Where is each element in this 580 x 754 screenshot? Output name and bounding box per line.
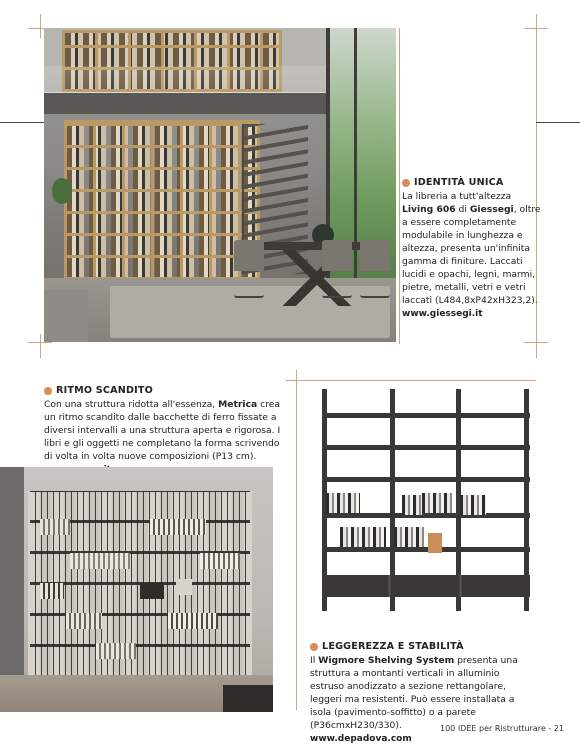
product-name: Metrica [218,399,258,410]
plant [52,178,72,204]
books [326,493,360,513]
bullet-dot-icon [310,643,318,651]
vertical-rule [296,380,297,710]
body-text: Con una struttura ridotta all'essenza, Metrica crea un ritmo scandito dalle bacchette di ferro fissate a diversi intervalli a una struttura aperta e rigorosa. I libri e gli oggetti ne completano la forma scrivendo di volta in volta nuove composizioni (P13 cm). [44,399,281,462]
shelf [322,547,530,552]
website-link[interactable]: www.depadova.com [310,734,412,744]
section-heading [402,176,542,189]
divider-line [536,122,580,123]
chair [322,240,352,298]
article-ritmo-scandito [44,384,284,477]
crop-mark [40,334,41,358]
article-identita-unica [402,176,542,321]
section-heading [310,640,530,653]
section-heading [44,384,284,397]
books [96,643,136,659]
books [394,527,424,547]
crop-mark [286,380,536,381]
cabinet [223,685,273,712]
bullet-dot-icon [402,179,410,187]
divider-line [0,122,44,123]
product-name: Living 606 [402,204,456,215]
shelf [322,413,530,418]
shelf [322,513,530,518]
books [340,527,386,547]
brand-name: Giessegi [469,204,514,215]
product-name: Wigmore Shelving System [318,655,455,666]
sofa [44,290,88,342]
page-footer: 100 IDEE per Ristrutturare - 21 [440,724,564,733]
vertical-rule [399,28,400,344]
books [150,519,206,535]
books [176,579,192,595]
crop-mark [40,14,41,38]
heading-text: RITMO SCANDITO [56,385,153,396]
books [460,495,486,515]
mezzanine [44,92,334,114]
books [140,583,164,599]
body-text: La libreria a tutt'altezza Living 606 di Giessegi, oltre a essere completamente modulabile in lunghezza e altezza, presenta un'infinita gamma di finiture. Laccati lucidi e opachi, legni, marmi, pietre, metalli, vetri e vetri laccati (L484,8xP42xH323,2). [402,191,541,306]
bookcase [64,120,260,280]
books [40,519,70,535]
body-text: Il Wigmore Shelving System presenta una struttura a montanti verticali in alluminio estruso anodizzato a sezione rettangolare, leggeri ma resistenti. Può essere installata a isola (pavimento-soffitto) o a parete (P36cmxH230/330). [310,655,518,731]
shelf [322,477,530,482]
metrica-bookcase-photo [0,467,273,712]
books [422,493,452,513]
chair [360,240,390,298]
wigmore-shelving-photo [310,383,534,615]
heading-text: IDENTITÀ UNICA [414,177,504,188]
crop-mark [28,342,52,343]
books [428,533,442,553]
website-link[interactable]: www.giessegi.it [402,309,483,319]
drawer-unit [322,575,530,597]
heading-text: LEGGEREZZA E STABILITÀ [322,641,464,652]
shelf [322,445,530,450]
bullet-dot-icon [44,387,52,395]
books [40,583,64,599]
books [66,613,102,629]
books [70,553,130,569]
chair [234,240,264,298]
books [402,495,422,515]
books [168,613,218,629]
living-room-bookcase-photo [44,28,396,342]
books [200,553,240,569]
